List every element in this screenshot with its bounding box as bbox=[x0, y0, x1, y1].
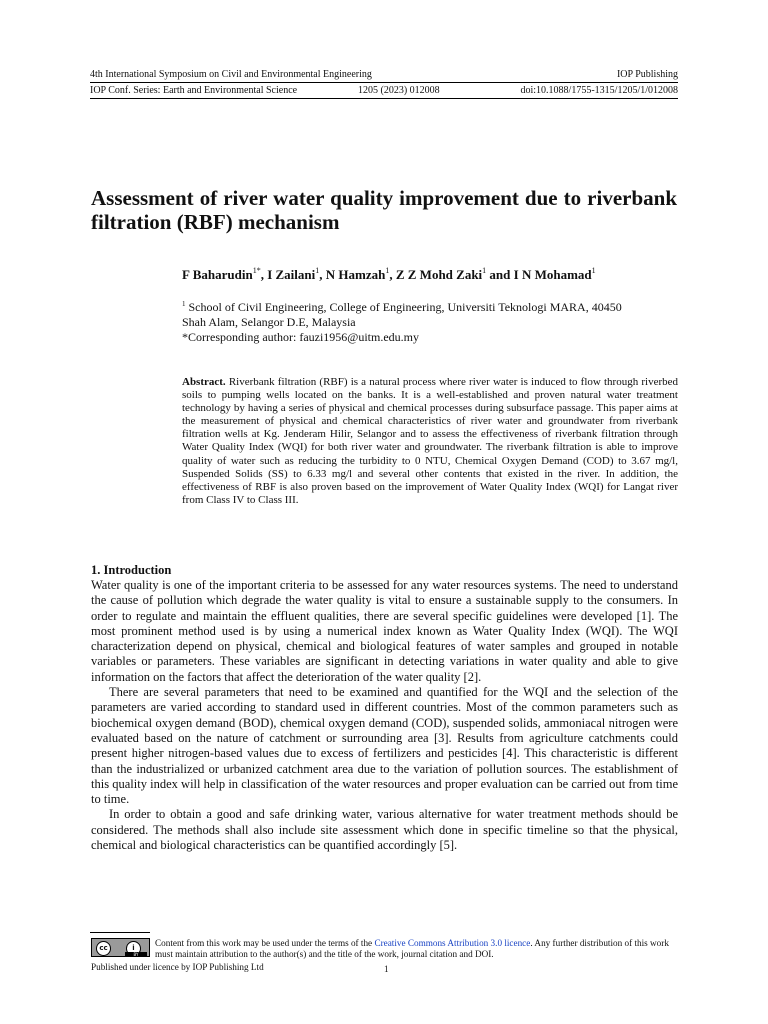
cc-by-license-icon bbox=[91, 938, 150, 957]
publisher-notice: Published under licence by IOP Publishing Ltd bbox=[91, 962, 264, 972]
author-affil-marker: 1 bbox=[482, 266, 487, 275]
abstract bbox=[182, 376, 678, 507]
attribution-icon: i bbox=[126, 941, 141, 956]
paragraph: There are several parameters that need to be examined and quantified for the WQI and the selection of the parameters are varied according to standard used in different countries. Most of the common parameters such as biochemical oxygen demand (BOD), chemical oxygen demand (COD), suspended solids, ammoniacal nitrogen were evaluated based on the nature of catchment or surrounding area [3]. Results from agriculture catchments could present higher nitrogen-based values due to excess of fertilizers and pesticides [4]. This characteristic is different than the industrialized or urbanized catchment area due to the variation of pollution sources. The establishment of this quality index will help in classification of the water resources and proper evaluation can be carried out from time to time. bbox=[91, 685, 678, 807]
affiliation-line bbox=[182, 297, 678, 315]
author: Z Z Mohd Zaki bbox=[395, 267, 483, 282]
affiliation-block bbox=[182, 297, 678, 345]
affiliation-marker: 1 bbox=[182, 300, 186, 308]
author-separator: and bbox=[486, 267, 514, 282]
cc-icon: cc bbox=[96, 941, 111, 956]
by-label: BY bbox=[125, 952, 147, 957]
running-header bbox=[90, 69, 678, 81]
abstract-text: Riverbank filtration (RBF) is a natural process where river water is induced to flow through riverbed soils to pumping wells located on the banks. It is a well-established and proven natural water treatment technology by having a series of physical and chemical processes during subsurface passage. This paper aims at the measurement of physical and chemical characteristics of river water and groundwater from riverbank filtration wells at Kg. Jenderam Hilir, Selangor and to assess the effectiveness of riverbank filtration through Water Quality Index (WQI) for both river water and groundwater. The riverbank filtration is able to improve quality of water such as reducing the turbidity to 0 NTU, Chemical Oxygen Demand (COD) to 3.67 mg/l, Suspended Solids (SS) to 6.33 mg/l and several other contents that existed in the river. In addition, the effectiveness of RBF is also proven based on the improvement of Water Quality Index (WQI) for Langat river from Class IV to Class III. bbox=[182, 376, 678, 506]
author-separator: , bbox=[260, 267, 268, 282]
author-separator: , bbox=[319, 267, 326, 282]
section-heading: 1. Introduction bbox=[91, 563, 172, 577]
series-name: IOP Conf. Series: Earth and Environmental Science bbox=[90, 85, 298, 96]
volume-info: 1205 (2023) 012008 bbox=[358, 85, 440, 96]
author-list bbox=[182, 266, 596, 283]
section-body bbox=[91, 578, 678, 853]
paper-title: Assessment of river water quality improvement due to riverbank filtration (RBF) mechanism bbox=[91, 186, 677, 234]
author: N Hamzah bbox=[325, 267, 386, 282]
corresponding-author: *Corresponding author: fauzi1956@uitm.edu.my bbox=[182, 330, 420, 344]
paragraph: In order to obtain a good and safe drinking water, various alternative for water treatment methods should be considered. The methods shall also include site assessment which done in specific timeline so that the physical, chemical and biological characteristics can be quantified accordingly [5]. bbox=[91, 807, 678, 853]
author: I Zailani bbox=[267, 267, 316, 282]
affiliation-address: Shah Alam, Selangor D.E, Malaysia bbox=[182, 315, 356, 329]
author-separator: , bbox=[389, 267, 396, 282]
footnote-rule bbox=[90, 932, 150, 933]
page-number: 1 bbox=[384, 964, 389, 974]
citation-header bbox=[90, 85, 678, 97]
header-rule-bottom bbox=[90, 98, 678, 99]
author-affil-marker: 1 bbox=[591, 266, 596, 275]
author: F Baharudin bbox=[182, 267, 253, 282]
license-link[interactable]: Creative Commons Attribution 3.0 licence bbox=[374, 938, 531, 948]
author-affil-marker: 1 bbox=[315, 266, 320, 275]
author-affil-marker: 1* bbox=[252, 266, 261, 275]
publisher-name: IOP Publishing bbox=[616, 69, 678, 80]
paragraph: Water quality is one of the important criteria to be assessed for any water resources systems. The need to understand the cause of pollution which degrade the water quality is vital to ensure a sustainable supply to the consumers. In order to regulate and maintain the effluent qualities, there are several specific guidelines were developed [1]. The most prominent method used is by using a numerical index known as Water Quality Index (WQI). The WQI characterization depend on physical, chemical and biological features of water samples and grouped in notable variables or parameters. These variables are significant in detecting variations in water quality and able to give information on the factors that affect the deterioration of the water quality [2]. bbox=[91, 578, 678, 684]
header-rule bbox=[90, 82, 678, 83]
doi-link[interactable]: doi:10.1088/1755-1315/1205/1/012008 bbox=[520, 85, 678, 96]
author: I N Mohamad bbox=[513, 267, 592, 282]
license-text: Content from this work may be used under the terms of the bbox=[155, 938, 375, 948]
abstract-label: Abstract. bbox=[182, 376, 226, 388]
conference-name: 4th International Symposium on Civil and Environmental Engineering bbox=[90, 69, 372, 80]
license-text-end: . Any further distribution of this work must maintain attribution to the author(s) and the title of the work, journal citation and DOI. bbox=[155, 938, 669, 960]
license-notice bbox=[155, 938, 679, 961]
author-affil-marker: 1 bbox=[385, 266, 390, 275]
affiliation-text: School of Civil Engineering, College of Engineering, Universiti Teknologi MARA, 40450 bbox=[185, 300, 622, 314]
